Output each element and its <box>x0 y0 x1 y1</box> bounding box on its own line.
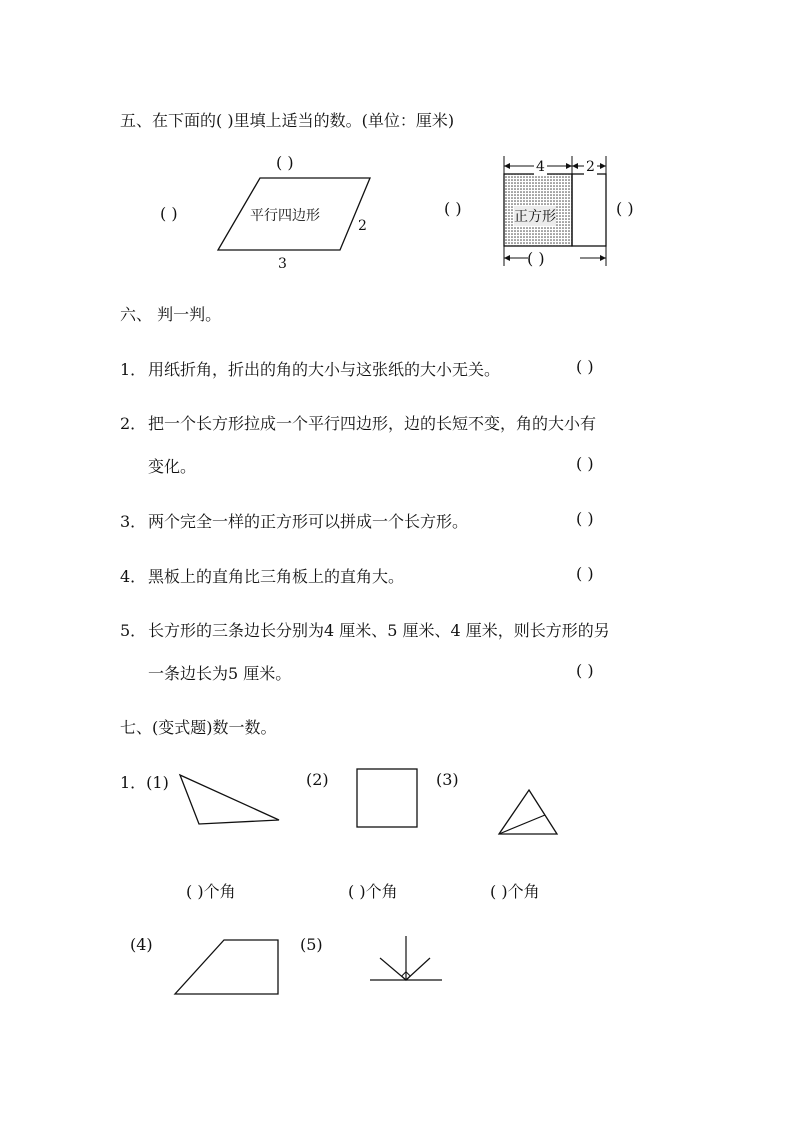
judge-item-2-blank[interactable]: ( ) <box>576 454 594 473</box>
count-answer-2[interactable]: ( )个角 <box>348 882 398 901</box>
judge-item-5-num: 5． <box>120 621 147 640</box>
judge-item-2-text: 把一个长方形拉成一个平行四边形，边的长短不变，角的大小有 <box>148 414 597 433</box>
parallelogram-left-blank[interactable]: ( ) <box>160 204 178 223</box>
extra-width-label: 2 <box>586 159 595 175</box>
judge-item-4-num: 4． <box>120 567 147 586</box>
square-shape <box>357 769 417 827</box>
count-label-4: (4) <box>130 935 153 954</box>
parallelogram-label: 平行四边形 <box>250 208 320 224</box>
judge-item-1-num: 1． <box>120 360 147 379</box>
judge-item-2-num: 2． <box>120 414 147 433</box>
count-label-2: (2) <box>306 770 329 789</box>
judge-item-5-blank[interactable]: ( ) <box>576 661 594 680</box>
trapezoid-shape <box>175 940 278 994</box>
rectangle-left-blank[interactable]: ( ) <box>444 199 462 218</box>
judge-item-1-text: 用纸折角，折出的角的大小与这张纸的大小无关。 <box>148 360 501 379</box>
extra-rectangle <box>572 174 606 246</box>
count-q1-label: 1．(1) <box>120 773 169 792</box>
parallelogram-side-label: 2 <box>358 218 367 234</box>
judge-item-3-num: 3． <box>120 512 147 531</box>
judge-item-2-text-cont: 变化。 <box>148 457 197 476</box>
judge-item-3-blank[interactable]: ( ) <box>576 509 594 528</box>
count-answer-1[interactable]: ( )个角 <box>186 882 236 901</box>
trapezoid-figure <box>170 934 284 998</box>
count-answer-3[interactable]: ( )个角 <box>490 882 540 901</box>
split-triangle-shape <box>499 790 557 834</box>
parallelogram-bottom-label: 3 <box>278 256 287 272</box>
obtuse-triangle <box>180 775 279 824</box>
rectangle-bottom-blank[interactable]: ( ) <box>527 249 545 268</box>
section7-title: 七、(变式题)数一数。 <box>120 718 277 737</box>
square-label: 正方形 <box>514 206 556 226</box>
section6-title: 六、 判一判。 <box>120 305 222 324</box>
square-width-label: 4 <box>536 159 545 175</box>
count-label-3: (3) <box>436 770 459 789</box>
split-triangle-figure <box>496 787 562 837</box>
section5-title: 五、在下面的( )里填上适当的数。(单位：厘米) <box>120 111 455 130</box>
judge-item-4-text: 黑板上的直角比三角板上的直角大。 <box>148 567 405 586</box>
judge-item-3-text: 两个完全一样的正方形可以拼成一个长方形。 <box>148 512 469 531</box>
parallelogram-top-blank[interactable]: ( ) <box>276 153 294 172</box>
rectangle-right-blank[interactable]: ( ) <box>616 199 634 218</box>
triangle-figure <box>175 770 285 830</box>
judge-item-5-text-cont: 一条边长为5 厘米。 <box>148 664 292 683</box>
judge-item-5-text: 长方形的三条边长分别为4 厘米、5 厘米、4 厘米，则长方形的另 <box>148 621 610 640</box>
judge-item-4-blank[interactable]: ( ) <box>576 564 594 583</box>
judge-item-1-blank[interactable]: ( ) <box>576 357 594 376</box>
count-label-5: (5) <box>300 935 323 954</box>
square-figure <box>354 766 420 830</box>
rays-figure <box>366 932 446 986</box>
